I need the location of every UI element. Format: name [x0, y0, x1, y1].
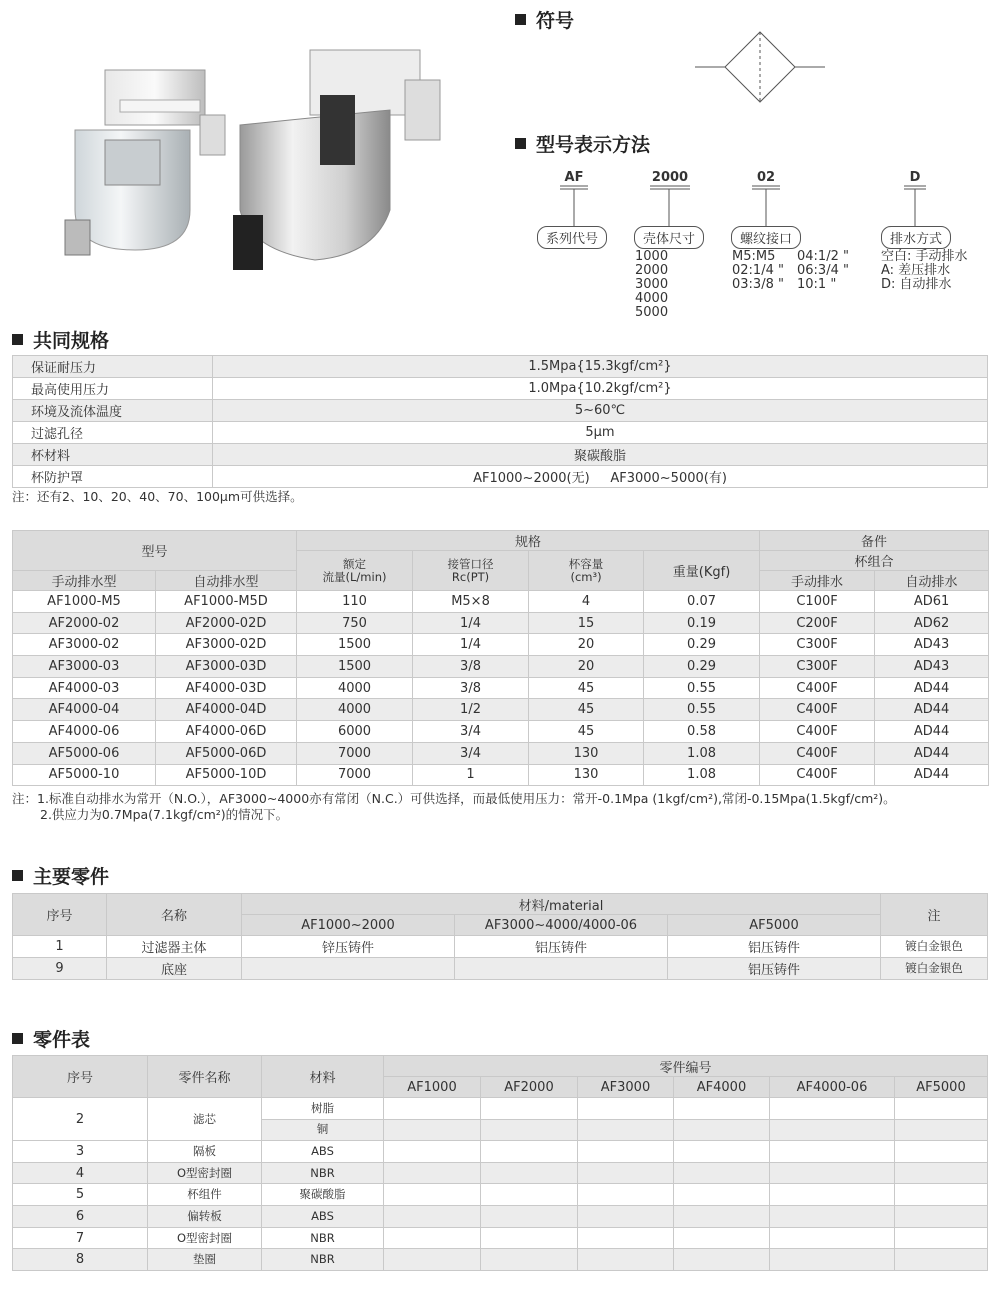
table-cell: 7	[13, 1227, 148, 1249]
table-row	[13, 699, 989, 721]
table-cell	[481, 1249, 578, 1271]
header-auto: 自动排水型	[156, 571, 297, 591]
size-options: 1000 2000 3000 4000 5000	[635, 249, 669, 320]
table-cell: AF5000-10D	[156, 764, 297, 786]
table-cell: AD43	[875, 634, 989, 656]
table-cell	[895, 1141, 988, 1163]
table-row	[13, 1162, 988, 1184]
table-cell: 1/4	[413, 612, 529, 634]
table-cell	[895, 1162, 988, 1184]
table-cell: C300F	[760, 634, 875, 656]
table-cell: AD44	[875, 699, 989, 721]
table-cell: AF3000-03D	[156, 656, 297, 678]
header-model: 型号	[13, 531, 297, 571]
table-cell: AF4000-04D	[156, 699, 297, 721]
bullet-square-icon	[515, 138, 526, 149]
code-series: AF	[564, 170, 584, 185]
table-cell: M5×8	[413, 591, 529, 613]
table-cell: 0.19	[644, 612, 760, 634]
header-cup: 杯容量 (cm³)	[529, 551, 644, 591]
table-cell	[770, 1206, 895, 1228]
table-row: 1 过滤器主体 锌压铸件 铝压铸件 铝压铸件 镀白金银色	[13, 936, 988, 958]
table-cell	[384, 1162, 481, 1184]
table-cell: 3/4	[413, 721, 529, 743]
code-drain: D	[909, 170, 921, 185]
table-cell: NBR	[262, 1249, 384, 1271]
table-row	[13, 591, 989, 613]
spec-note-1: 注：1.标准自动排水为常开（N.O.），AF3000~4000亦有常闭（N.C.）可供选择，而最低使用压力：常开-0.1Mpa (1kgf/cm²),常闭-0.15Mpa(1.5kgf/cm²)。	[12, 791, 896, 806]
table-cell: AD44	[875, 742, 989, 764]
table-row: 最高使用压力 1.0Mpa{10.2kgf/cm²}	[13, 378, 988, 400]
table-cell: AF2000-02	[13, 612, 156, 634]
table-row: 9 底座 铝压铸件 镀白金银色	[13, 958, 988, 980]
table-cell	[895, 1249, 988, 1271]
header-parts: 备件	[760, 531, 989, 551]
table-cell: 750	[297, 612, 413, 634]
table-cell: 6	[13, 1206, 148, 1228]
table-cell	[770, 1141, 895, 1163]
table-cell: 0.29	[644, 656, 760, 678]
table-cell	[895, 1206, 988, 1228]
header-port: 接管口径 Rc(PT)	[413, 551, 529, 591]
table-cell	[770, 1249, 895, 1271]
table-row	[13, 742, 989, 764]
table-cell	[384, 1249, 481, 1271]
symbol-title: 符号	[515, 6, 574, 33]
table-row	[13, 612, 989, 634]
table-cell: AF5000-10	[13, 764, 156, 786]
table-cell: C100F	[760, 591, 875, 613]
table-cell	[578, 1162, 674, 1184]
table-cell: 1.08	[644, 742, 760, 764]
table-cell: 0.55	[644, 699, 760, 721]
product-photo-af2000	[50, 60, 240, 275]
table-cell: 45	[529, 699, 644, 721]
table-row	[13, 1249, 988, 1271]
table-row	[13, 656, 989, 678]
common-spec-title: 共同规格	[12, 326, 109, 353]
table-cell: 7000	[297, 742, 413, 764]
table-cell: 130	[529, 764, 644, 786]
table-cell	[674, 1184, 770, 1206]
table-cell: 3/8	[413, 677, 529, 699]
table-cell: 1	[413, 764, 529, 786]
table-cell: 聚碳酸脂	[262, 1184, 384, 1206]
table-cell: 1500	[297, 656, 413, 678]
table-cell: 7000	[297, 764, 413, 786]
thread-options-right: 04:1/2 " 06:3/4 " 10:1 "	[797, 249, 849, 292]
table-row: 保证耐压力 1.5Mpa{15.3kgf/cm²}	[13, 356, 988, 378]
main-parts-title: 主要零件	[12, 862, 109, 889]
table-cell	[895, 1184, 988, 1206]
table-cell: 20	[529, 656, 644, 678]
spec-note-2: 2.供应力为0.7Mpa(7.1kgf/cm²)的情况下。	[40, 807, 289, 822]
parts-list-title: 零件表	[12, 1025, 90, 1052]
label-size: 壳体尺寸	[634, 226, 704, 249]
table-row: 杯材料 聚碳酸脂	[13, 444, 988, 466]
table-cell: C400F	[760, 699, 875, 721]
table-cell: AF1000-M5	[13, 591, 156, 613]
table-cell	[674, 1206, 770, 1228]
table-cell: 偏转板	[148, 1206, 262, 1228]
table-cell: AD44	[875, 677, 989, 699]
table-cell: 4	[13, 1162, 148, 1184]
table-cell: 45	[529, 677, 644, 699]
table-cell: AF4000-04	[13, 699, 156, 721]
table-cell: 1/4	[413, 634, 529, 656]
table-cell: AF4000-03	[13, 677, 156, 699]
table-cell	[895, 1227, 988, 1249]
table-cell: 15	[529, 612, 644, 634]
spec-table	[12, 530, 989, 786]
header-manual: 手动排水型	[13, 571, 156, 591]
table-cell	[770, 1162, 895, 1184]
table-cell	[481, 1184, 578, 1206]
table-cell: AD62	[875, 612, 989, 634]
table-cell: C400F	[760, 764, 875, 786]
table-row	[13, 764, 989, 786]
table-cell: 3/8	[413, 656, 529, 678]
table-cell: AD43	[875, 656, 989, 678]
header-flow: 额定 流量(L/min)	[297, 551, 413, 591]
common-spec-table	[12, 355, 988, 488]
model-title: 型号表示方法	[515, 130, 650, 157]
table-cell: 3	[13, 1141, 148, 1163]
parts-list-table: 序号 零件名称 材料 零件编号 AF1000 AF2000 AF3000 AF4000 AF4000-06 AF5000 2 滤芯 树脂 铜 3 隔板 ABS 4 O型密封圈 NBR 5 杯组件 聚碳酸脂 6 偏转板 ABS 7 O型密封圈 NBR 8 垫圈 NBR	[12, 1055, 988, 1271]
table-row: 杯防护罩 AF1000~2000(无) AF3000~5000(有)	[13, 466, 988, 488]
product-photo-af3000	[225, 40, 455, 285]
table-cell: 垫圈	[148, 1249, 262, 1271]
table-cell: 1.08	[644, 764, 760, 786]
table-cell: 6000	[297, 721, 413, 743]
table-cell	[674, 1249, 770, 1271]
table-cell: AF3000-03	[13, 656, 156, 678]
table-row	[13, 721, 989, 743]
table-row	[13, 634, 989, 656]
table-cell	[770, 1184, 895, 1206]
table-cell: AF1000-M5D	[156, 591, 297, 613]
header-spec: 规格	[297, 531, 760, 551]
thread-options-left: M5:M5 02:1/4 " 03:3/8 "	[732, 249, 784, 292]
table-cell: 1500	[297, 634, 413, 656]
header-cupset: 杯组合	[760, 551, 989, 571]
table-cell: 0.55	[644, 677, 760, 699]
table-cell: ABS	[262, 1206, 384, 1228]
filter-symbol-icon	[695, 30, 830, 105]
table-cell: 0.58	[644, 721, 760, 743]
bullet-square-icon	[12, 870, 23, 881]
table-cell	[578, 1227, 674, 1249]
table-cell: AF4000-03D	[156, 677, 297, 699]
header-pauto: 自动排水	[875, 571, 989, 591]
table-cell: 5	[13, 1184, 148, 1206]
drain-options: 空白: 手动排水 A: 差压排水 D: 自动排水	[881, 249, 968, 292]
table-cell: 隔板	[148, 1141, 262, 1163]
table-row	[13, 1141, 988, 1163]
table-cell	[770, 1227, 895, 1249]
table-cell	[384, 1141, 481, 1163]
table-cell: 0.29	[644, 634, 760, 656]
table-cell: AF3000-02	[13, 634, 156, 656]
table-row	[13, 677, 989, 699]
table-cell: AF5000-06	[13, 742, 156, 764]
table-cell: C400F	[760, 721, 875, 743]
table-cell	[674, 1227, 770, 1249]
bullet-square-icon	[12, 1033, 23, 1044]
table-row: 过滤孔径 5μm	[13, 422, 988, 444]
table-cell	[384, 1227, 481, 1249]
table-cell	[481, 1141, 578, 1163]
table-cell	[481, 1227, 578, 1249]
table-cell: AF4000-06	[13, 721, 156, 743]
label-drain: 排水方式	[881, 226, 951, 249]
table-cell	[481, 1162, 578, 1184]
table-cell: C200F	[760, 612, 875, 634]
table-cell: 4000	[297, 677, 413, 699]
table-cell: AF2000-02D	[156, 612, 297, 634]
table-cell: 45	[529, 721, 644, 743]
table-row: 2 滤芯 树脂	[13, 1098, 988, 1120]
table-cell: NBR	[262, 1162, 384, 1184]
table-cell: 130	[529, 742, 644, 764]
common-note: 注：还有2、10、20、40、70、100μm可供选择。	[12, 489, 303, 504]
table-cell: AF4000-06D	[156, 721, 297, 743]
table-cell: 4	[529, 591, 644, 613]
table-cell: AF5000-06D	[156, 742, 297, 764]
table-cell	[481, 1206, 578, 1228]
table-cell: AD44	[875, 764, 989, 786]
table-cell	[674, 1141, 770, 1163]
table-cell: 20	[529, 634, 644, 656]
table-cell: 110	[297, 591, 413, 613]
table-cell: O型密封圈	[148, 1227, 262, 1249]
header-weight: 重量(Kgf)	[644, 551, 760, 591]
table-cell: 3/4	[413, 742, 529, 764]
main-parts-table: 序号 名称 材料/material 注 AF1000~2000 AF3000~4000/4000-06 AF5000 1 过滤器主体 锌压铸件 铝压铸件 铝压铸件 镀白金银色 9 底座 铝压铸件 镀白金银色	[12, 893, 988, 980]
table-cell: AD61	[875, 591, 989, 613]
table-cell: 0.07	[644, 591, 760, 613]
table-cell	[578, 1249, 674, 1271]
table-cell	[578, 1184, 674, 1206]
table-cell: AF3000-02D	[156, 634, 297, 656]
table-cell: C400F	[760, 677, 875, 699]
label-thread: 螺纹接口	[731, 226, 801, 249]
table-row	[13, 1227, 988, 1249]
table-cell	[674, 1162, 770, 1184]
code-thread: 02	[756, 170, 776, 185]
table-cell: 4000	[297, 699, 413, 721]
bullet-square-icon	[12, 334, 23, 345]
table-cell: O型密封圈	[148, 1162, 262, 1184]
bullet-square-icon	[515, 14, 526, 25]
code-size: 2000	[651, 170, 689, 185]
table-cell	[384, 1184, 481, 1206]
table-cell	[578, 1141, 674, 1163]
table-cell: C300F	[760, 656, 875, 678]
table-cell: 杯组件	[148, 1184, 262, 1206]
table-cell: 8	[13, 1249, 148, 1271]
table-row	[13, 1206, 988, 1228]
table-row	[13, 1184, 988, 1206]
label-series: 系列代号	[537, 226, 607, 249]
table-cell: AD44	[875, 721, 989, 743]
table-cell	[578, 1206, 674, 1228]
table-cell: 1/2	[413, 699, 529, 721]
header-pmanual: 手动排水	[760, 571, 875, 591]
table-row: 铜	[13, 1119, 988, 1141]
table-cell: NBR	[262, 1227, 384, 1249]
table-cell: C400F	[760, 742, 875, 764]
table-cell: ABS	[262, 1141, 384, 1163]
table-cell	[384, 1206, 481, 1228]
table-row: 环境及流体温度 5~60℃	[13, 400, 988, 422]
